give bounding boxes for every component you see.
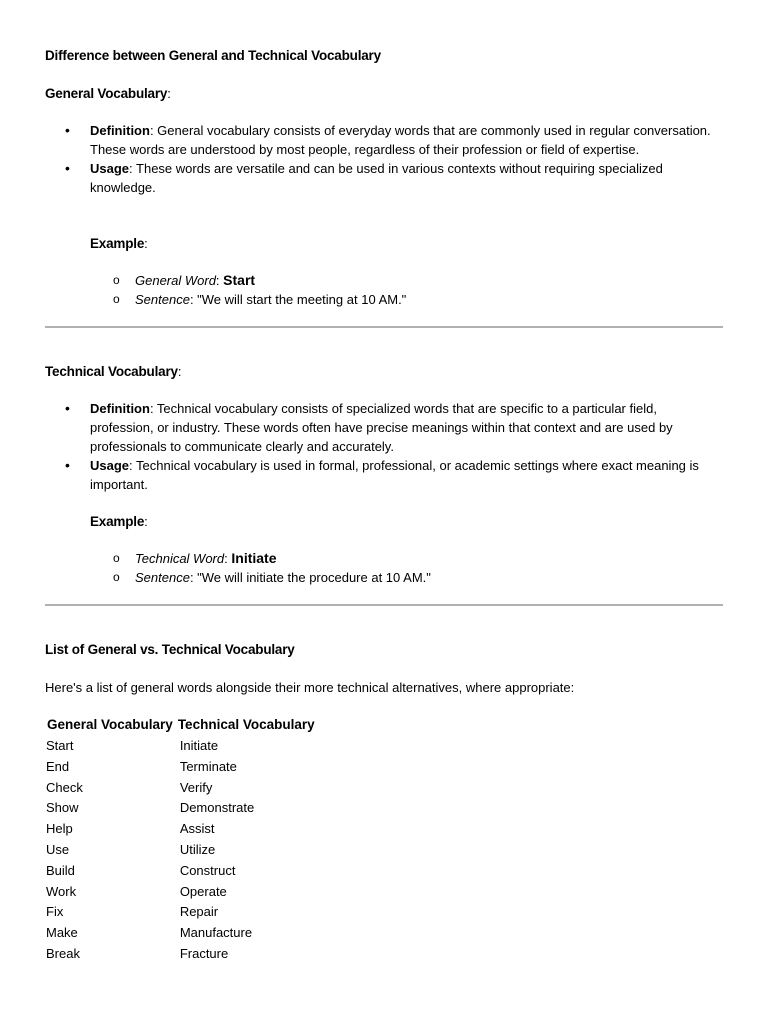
table-header-row [45, 714, 318, 736]
word-label: General Word [135, 273, 216, 288]
technical-heading-text: Technical Vocabulary [45, 364, 178, 379]
table-row [45, 798, 318, 819]
table-row [45, 778, 318, 799]
technical-word-cell: Terminate [179, 758, 237, 774]
section-divider [45, 604, 723, 606]
general-word-cell: Use [46, 841, 70, 857]
technical-word-cell: Demonstrate [179, 800, 255, 816]
bullet-icon: • [65, 457, 70, 473]
word-colon: : [215, 273, 220, 288]
bullet-icon: • [65, 400, 70, 416]
sentence-label: Sentence [135, 292, 190, 307]
technical-word-cell: Initiate [179, 738, 219, 753]
example-label-text: Example [90, 514, 145, 529]
general-word-cell: Help [46, 821, 73, 837]
bullet-term: Usage [90, 161, 130, 176]
general-word-cell: Build [46, 862, 75, 878]
general-word-cell: Start [46, 738, 74, 753]
list-intro: Here's a list of general words alongside their more technical alternatives, where appropriate: [45, 680, 575, 695]
technical-word-cell: Assist [179, 821, 215, 837]
table-row [45, 861, 318, 882]
general-section-heading [45, 84, 171, 103]
technical-example-list [45, 549, 723, 587]
table-row [45, 923, 318, 944]
sub-bullet-icon: o [113, 570, 120, 584]
table-row [45, 819, 318, 840]
technical-bullet-definition [45, 399, 723, 456]
table-row [45, 736, 318, 757]
example-label-text: Example [90, 236, 145, 251]
technical-word-cell: Verify [179, 779, 213, 795]
technical-heading-colon: : [177, 364, 182, 379]
bullet-text: : General vocabulary consists of everyday words that are commonly used in regular conversation. These words are understood by most people, regardless of their profession or field of expertise. [90, 123, 711, 157]
sub-bullet-icon: o [113, 273, 120, 287]
table-row [45, 944, 318, 965]
general-heading-colon: : [167, 86, 171, 101]
general-word-cell: Break [46, 945, 80, 961]
sentence-label: Sentence [135, 570, 190, 585]
list-heading: List of General vs. Technical Vocabulary [45, 642, 295, 657]
word-label: Technical Word [135, 551, 225, 566]
bullet-term: Usage [90, 458, 130, 473]
technical-example-label [90, 512, 148, 531]
technical-example-sentence [45, 568, 723, 587]
general-word-cell: Fix [46, 904, 64, 920]
technical-example-word [45, 549, 723, 568]
technical-word-cell: Manufacture [179, 925, 253, 941]
column-header-general: General Vocabulary [47, 716, 173, 732]
bullet-icon: • [65, 122, 70, 138]
table-row [45, 902, 318, 923]
general-word-cell: Work [46, 883, 77, 899]
bullet-text: : Technical vocabulary consists of specialized words that are specific to a particular field, profession, or industry. These words often have precise meanings within that context and are used by professionals to communicate clearly and accurately. [90, 401, 673, 454]
example-word: Start [223, 272, 256, 288]
technical-word-cell: Fracture [179, 945, 229, 961]
example-label-colon: : [144, 514, 148, 529]
general-word-cell: Check [46, 779, 83, 795]
table-row [45, 840, 318, 861]
general-word-cell: Make [46, 925, 78, 941]
technical-bullet-list [45, 399, 723, 494]
bullet-icon: • [65, 160, 70, 176]
general-word-cell: Show [46, 800, 79, 816]
technical-word-cell: Construct [179, 862, 236, 878]
general-example-list [45, 271, 723, 309]
technical-word-cell: Operate [179, 883, 227, 899]
vocabulary-table [45, 714, 318, 965]
general-example-sentence [45, 290, 723, 309]
general-bullet-list [45, 121, 723, 197]
document-title: Difference between General and Technical Vocabulary [45, 48, 381, 63]
general-heading-text: General Vocabulary [45, 86, 168, 101]
example-word: Initiate [231, 550, 277, 566]
bullet-text: : These words are versatile and can be used in various contexts without requiring specialized knowledge. [90, 161, 663, 195]
bullet-term: Definition [90, 123, 150, 138]
word-colon: : [224, 551, 228, 566]
technical-word-cell: Utilize [179, 841, 216, 857]
sentence-text: : "We will start the meeting at 10 AM." [189, 292, 407, 307]
sentence-text: : "We will initiate the procedure at 10 AM." [189, 570, 431, 585]
bullet-text: : Technical vocabulary is used in formal, professional, or academic settings where exact meaning is important. [90, 458, 699, 492]
general-bullet-definition [45, 121, 723, 159]
technical-bullet-usage [45, 456, 723, 494]
general-bullet-usage [45, 159, 723, 197]
column-header-technical: Technical Vocabulary [177, 716, 315, 732]
sub-bullet-icon: o [113, 292, 120, 306]
section-divider [45, 326, 723, 328]
general-example-label [90, 234, 148, 253]
table-row [45, 757, 318, 778]
example-label-colon: : [144, 236, 148, 251]
general-word-cell: End [46, 758, 70, 774]
technical-section-heading [45, 362, 181, 381]
table-row [45, 882, 318, 903]
sub-bullet-icon: o [113, 551, 120, 565]
general-example-word [45, 271, 723, 290]
bullet-term: Definition [90, 401, 150, 416]
technical-word-cell: Repair [179, 904, 219, 920]
